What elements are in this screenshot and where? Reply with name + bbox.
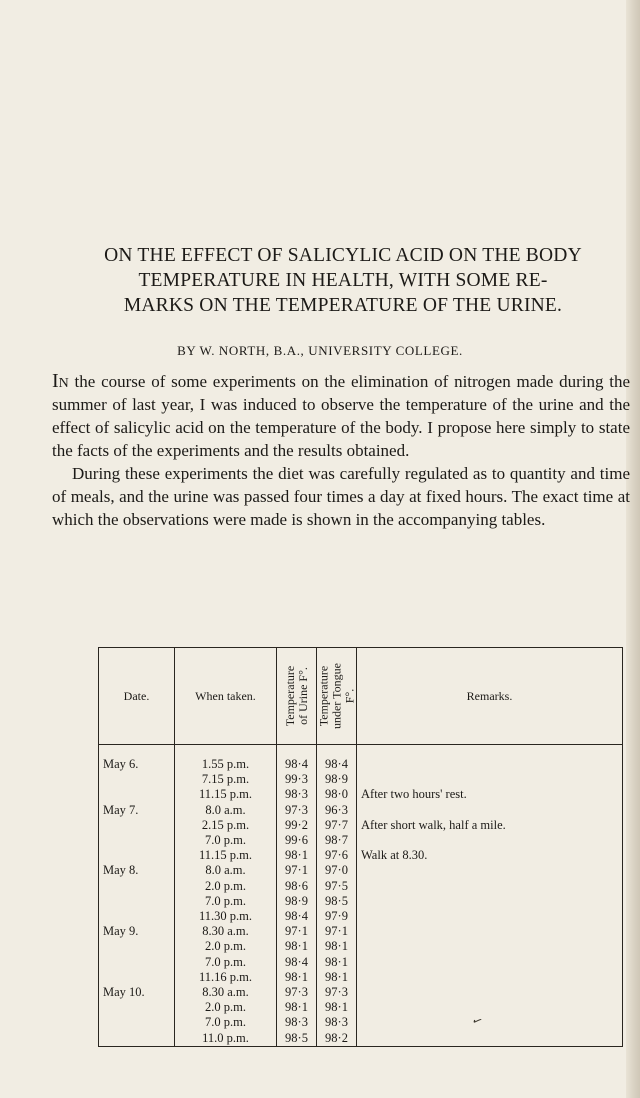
table-row [99, 1031, 623, 1047]
table-row [99, 787, 623, 802]
cell-urine: 98·3 [277, 1015, 317, 1030]
table-row [99, 985, 623, 1000]
cell-tongue: 97·3 [317, 985, 357, 1000]
cell-date: May 6. [99, 745, 175, 773]
table-row [99, 955, 623, 970]
cell-tongue: 98·1 [317, 970, 357, 985]
paragraph [52, 462, 630, 531]
table-row [99, 1000, 623, 1015]
cell-tongue: 98·5 [317, 894, 357, 909]
table-body [99, 745, 623, 1047]
cell-remark [357, 939, 623, 954]
cell-urine: 97·3 [277, 803, 317, 818]
cell-remark [357, 1000, 623, 1015]
header-remarks: Remarks. [357, 648, 623, 745]
cell-date [99, 848, 175, 863]
paragraph-lead: In [52, 370, 69, 392]
header-text: of Urine F°. [295, 667, 310, 725]
cell-date [99, 970, 175, 985]
cell-tongue: 98·2 [317, 1031, 357, 1047]
cell-tongue: 96·3 [317, 803, 357, 818]
cell-time: 2.0 p.m. [175, 939, 277, 954]
title-line: ON THE EFFECT OF SALICYLIC ACID ON THE BODY [104, 245, 582, 266]
table-row [99, 863, 623, 878]
cell-remark [357, 970, 623, 985]
cell-time: 8.0 a.m. [175, 863, 277, 878]
cell-remark [357, 909, 623, 924]
cell-date [99, 787, 175, 802]
title-line: TEMPERATURE IN HEALTH, WITH SOME RE- [138, 270, 548, 291]
cell-time: 8.30 a.m. [175, 924, 277, 939]
cell-urine: 98·1 [277, 939, 317, 954]
table-row [99, 970, 623, 985]
table-row [99, 745, 623, 773]
cell-time: 7.15 p.m. [175, 772, 277, 787]
table-row [99, 1015, 623, 1030]
cell-time: 7.0 p.m. [175, 833, 277, 848]
cell-date [99, 894, 175, 909]
table-row [99, 818, 623, 833]
cell-tongue: 97·7 [317, 818, 357, 833]
cell-remark [357, 985, 623, 1000]
table-row [99, 894, 623, 909]
table-row [99, 772, 623, 787]
stray-mark: ✓ [469, 1012, 486, 1030]
cell-time: 8.0 a.m. [175, 803, 277, 818]
cell-remark [357, 955, 623, 970]
cell-time: 2.0 p.m. [175, 879, 277, 894]
cell-date [99, 1031, 175, 1047]
cell-urine: 98·6 [277, 879, 317, 894]
header-urine-temperature [277, 648, 317, 745]
table-row [99, 879, 623, 894]
cell-urine: 98·1 [277, 1000, 317, 1015]
cell-tongue: 97·1 [317, 924, 357, 939]
table-row [99, 939, 623, 954]
table-row [99, 833, 623, 848]
title-line: MARKS ON THE TEMPERATURE OF THE URINE. [123, 295, 563, 316]
cell-date [99, 772, 175, 787]
table-header-row [99, 648, 623, 745]
cell-remark [357, 1031, 623, 1047]
table-row [99, 909, 623, 924]
header-text: F°. [342, 688, 356, 704]
cell-tongue: 97·5 [317, 879, 357, 894]
cell-date [99, 909, 175, 924]
cell-time: 8.30 a.m. [175, 985, 277, 1000]
cell-tongue: 98·3 [317, 1015, 357, 1030]
cell-time: 7.0 p.m. [175, 894, 277, 909]
cell-time: 11.16 p.m. [175, 970, 277, 985]
header-text: Temperature [316, 665, 330, 727]
cell-urine: 98·3 [277, 787, 317, 802]
cell-date [99, 1000, 175, 1015]
cell-urine: 99·3 [277, 772, 317, 787]
cell-urine: 98·1 [277, 848, 317, 863]
header-text: Temperature [282, 665, 297, 727]
paragraph-text: During these experiments the diet was carefully regulated as to quantity and time of meals, and the urine was passed four times a day at fixed hours. The exact time at which the observations were made is shown in the accompanying tables. [52, 464, 630, 529]
table-row [99, 924, 623, 939]
cell-tongue: 98·9 [317, 772, 357, 787]
paragraph-text: the course of some experiments on the elimination of nitrogen made during the summer of last year, I was induced to observe the temperature of the urine and the effect of salicylic acid on the temperature of the body. I propose here simply to state the facts of the experiments and the results obtained. [52, 372, 630, 460]
article-title [52, 243, 634, 318]
cell-time: 11.15 p.m. [175, 787, 277, 802]
cell-tongue: 97·9 [317, 909, 357, 924]
cell-date [99, 879, 175, 894]
cell-tongue: 97·6 [317, 848, 357, 863]
cell-time: 11.15 p.m. [175, 848, 277, 863]
cell-date [99, 818, 175, 833]
cell-urine: 99·6 [277, 833, 317, 848]
cell-date [99, 1015, 175, 1030]
cell-remark [357, 894, 623, 909]
cell-urine: 99·2 [277, 818, 317, 833]
cell-remark: After two hours' rest. [357, 787, 623, 802]
cell-date: May 9. [99, 924, 175, 939]
cell-date [99, 833, 175, 848]
cell-time: 2.0 p.m. [175, 1000, 277, 1015]
page-edge-shadow [626, 0, 640, 1098]
cell-urine: 98·4 [277, 745, 317, 773]
cell-urine: 97·1 [277, 924, 317, 939]
header-date: Date. [99, 648, 175, 745]
cell-date: May 7. [99, 803, 175, 818]
cell-urine: 97·1 [277, 863, 317, 878]
cell-tongue: 98·4 [317, 745, 357, 773]
cell-tongue: 98·1 [317, 1000, 357, 1015]
cell-time: 2.15 p.m. [175, 818, 277, 833]
cell-remark: Walk at 8.30. [357, 848, 623, 863]
table-row [99, 803, 623, 818]
cell-time: 7.0 p.m. [175, 1015, 277, 1030]
cell-remark [357, 879, 623, 894]
cell-tongue: 98·1 [317, 955, 357, 970]
temperature-table [98, 647, 623, 1047]
cell-urine: 98·5 [277, 1031, 317, 1047]
table-row [99, 848, 623, 863]
cell-tongue: 98·0 [317, 787, 357, 802]
cell-remark [357, 745, 623, 773]
cell-remark [357, 863, 623, 878]
cell-time: 7.0 p.m. [175, 955, 277, 970]
author-byline: BY W. NORTH, B.A., UNIVERSITY COLLEGE. [177, 343, 463, 358]
cell-tongue: 98·1 [317, 939, 357, 954]
cell-urine: 98·1 [277, 970, 317, 985]
header-text: under Tongue [329, 663, 343, 729]
cell-remark: After short walk, half a mile. [357, 818, 623, 833]
paragraph [52, 370, 630, 462]
cell-urine: 98·4 [277, 909, 317, 924]
cell-date: May 8. [99, 863, 175, 878]
cell-tongue: 98·7 [317, 833, 357, 848]
header-tongue-temperature [317, 648, 357, 745]
header-when-taken: When taken. [175, 648, 277, 745]
cell-remark [357, 833, 623, 848]
cell-date [99, 955, 175, 970]
cell-time: 11.0 p.m. [175, 1031, 277, 1047]
cell-urine: 98·9 [277, 894, 317, 909]
cell-remark [357, 924, 623, 939]
cell-time: 1.55 p.m. [175, 745, 277, 773]
cell-urine: 98·4 [277, 955, 317, 970]
cell-urine: 97·3 [277, 985, 317, 1000]
cell-date [99, 939, 175, 954]
article-body [52, 370, 630, 531]
cell-remark [357, 803, 623, 818]
cell-tongue: 97·0 [317, 863, 357, 878]
cell-remark [357, 772, 623, 787]
cell-date: May 10. [99, 985, 175, 1000]
cell-time: 11.30 p.m. [175, 909, 277, 924]
cell-remark [357, 1015, 623, 1030]
